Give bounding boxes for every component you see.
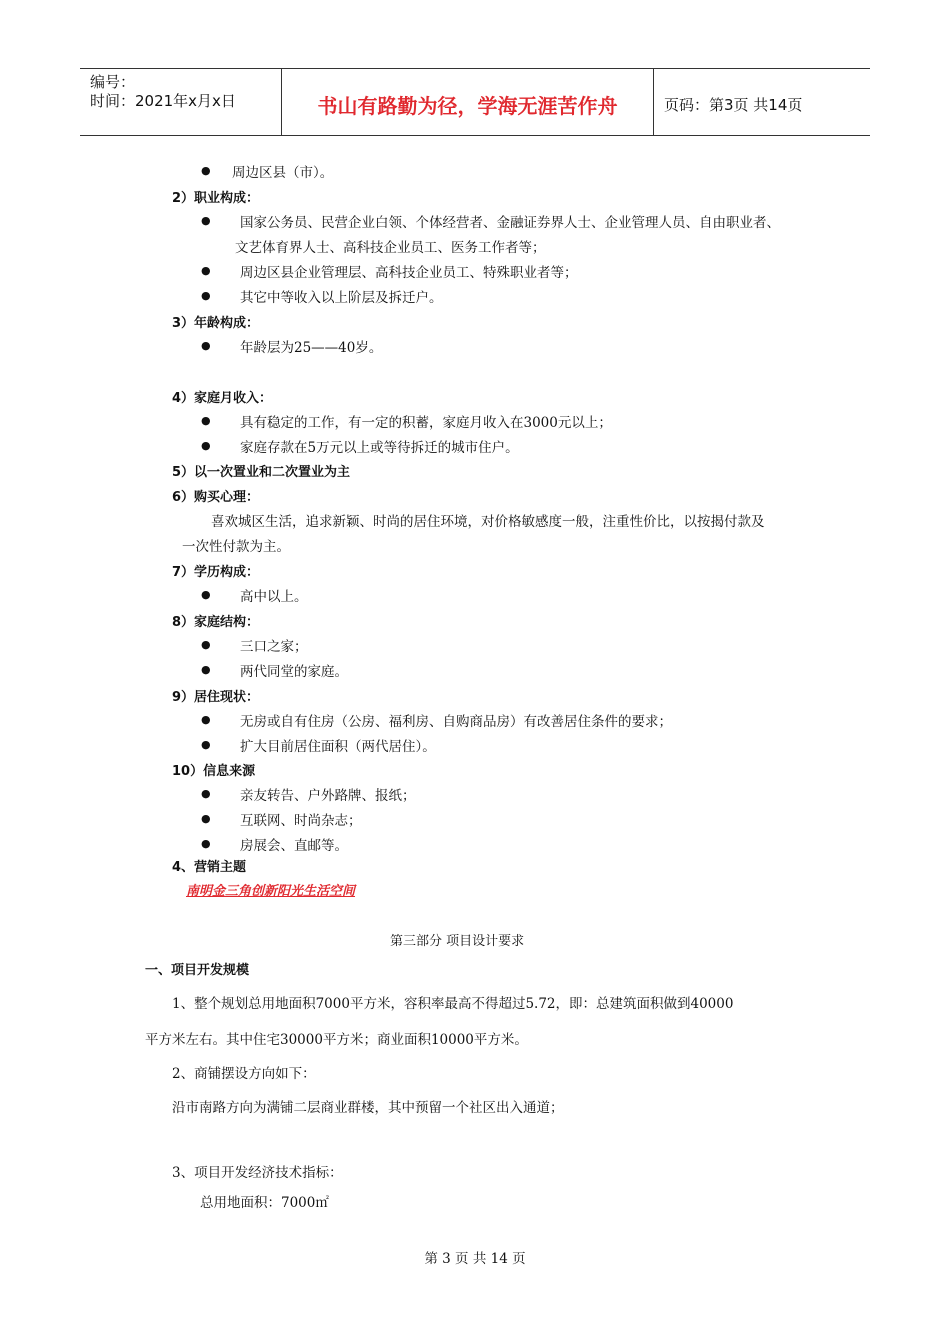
paragraph-line: 总用地面积：7000㎡ — [200, 1195, 329, 1211]
list-item: 无房或自有住房（公房、福利房、自购商品房）有改善居住条件的要求； — [240, 714, 672, 730]
list-item: 房展会、直邮等。 — [240, 838, 348, 854]
list-item: 周边区县（市）。 — [232, 165, 334, 181]
bullet-icon: ● — [201, 264, 211, 277]
list-item: 国家公务员、民营企业白领、个体经营者、金融证券界人士、企业管理人员、自由职业者、 — [240, 215, 780, 231]
bullet-icon: ● — [201, 663, 211, 676]
header-meta-cell — [80, 69, 282, 135]
bullet-icon: ● — [201, 588, 211, 601]
document-date-label: 时间：2021年x月x日 — [90, 92, 236, 110]
list-item: 亲友转告、户外路牌、报纸； — [240, 788, 416, 804]
list-item: 其它中等收入以上阶层及拆迁户。 — [240, 290, 443, 306]
section-heading: 3）年龄构成： — [172, 316, 260, 331]
list-item: 三口之家； — [240, 639, 308, 655]
header-table — [80, 68, 870, 136]
bullet-icon: ● — [201, 164, 211, 177]
list-item: 周边区县企业管理层、高科技企业员工、特殊职业者等； — [240, 265, 578, 281]
header-page-info: 页码：第3页 共14页 — [664, 95, 803, 114]
list-item: 互联网、时尚杂志； — [240, 813, 362, 829]
header-motto: 书山有路勤为径，学海无涯苦作舟 — [282, 69, 654, 135]
bullet-icon: ● — [201, 787, 211, 800]
section-heading: 10）信息来源 — [172, 764, 256, 779]
section-heading: 4）家庭月收入： — [172, 391, 273, 406]
section-heading: 4、营销主题 — [172, 860, 247, 875]
section-heading: 一、项目开发规模 — [145, 963, 250, 978]
bullet-icon: ● — [201, 414, 211, 427]
bullet-icon: ● — [201, 812, 211, 825]
section-heading: 5）以一次置业和二次置业为主 — [172, 465, 351, 480]
list-item: 家庭存款在5万元以上或等待拆迁的城市住户。 — [240, 440, 519, 456]
section-heading: 6）购买心理： — [172, 490, 260, 505]
paragraph-line: 平方米左右。其中住宅30000平方米；商业面积10000平方米。 — [145, 1032, 528, 1048]
bullet-icon: ● — [201, 713, 211, 726]
section-heading: 7）学历构成： — [172, 565, 260, 580]
paragraph-line: 2、商铺摆设方向如下： — [172, 1066, 316, 1082]
list-item: 年龄层为25——40岁。 — [240, 340, 383, 356]
part-title: 第三部分 项目设计要求 — [390, 934, 525, 949]
list-item: 扩大目前居住面积（两代居住）。 — [240, 739, 436, 755]
section-heading: 8）家庭结构： — [172, 615, 260, 630]
page-footer: 第 3 页 共 14 页 — [424, 1251, 526, 1267]
bullet-icon: ● — [201, 289, 211, 302]
document-number-label: 编号： — [90, 73, 136, 91]
paragraph-line: 沿市南路方向为满铺二层商业群楼，其中预留一个社区出入通道； — [172, 1100, 564, 1116]
list-item: 具有稳定的工作，有一定的积蓄，家庭月收入在3000元以上； — [240, 415, 612, 431]
bullet-icon: ● — [201, 339, 211, 352]
section-heading: 9）居住现状： — [172, 690, 260, 705]
marketing-slogan: 南明金三角创新阳光生活空间 — [186, 884, 356, 899]
bullet-icon: ● — [201, 214, 211, 227]
section-heading: 2）职业构成： — [172, 191, 260, 206]
paragraph-line: 1、整个规划总用地面积7000平方米，容积率最高不得超过5.72，即：总建筑面积做到40000 — [172, 996, 734, 1012]
list-item: 两代同堂的家庭。 — [240, 664, 348, 680]
list-item: 高中以上。 — [240, 589, 308, 605]
bullet-icon: ● — [201, 837, 211, 850]
paragraph-line: 3、项目开发经济技术指标： — [172, 1165, 343, 1181]
bullet-icon: ● — [201, 638, 211, 651]
bullet-icon: ● — [201, 738, 211, 751]
paragraph-line: 一次性付款为主。 — [182, 539, 290, 555]
bullet-icon: ● — [201, 439, 211, 452]
list-item-continuation: 文艺体育界人士、高科技企业员工、医务工作者等； — [235, 240, 546, 256]
paragraph-line: 喜欢城区生活，追求新颖、时尚的居住环境，对价格敏感度一般，注重性价比，以按揭付款及 — [211, 514, 765, 530]
